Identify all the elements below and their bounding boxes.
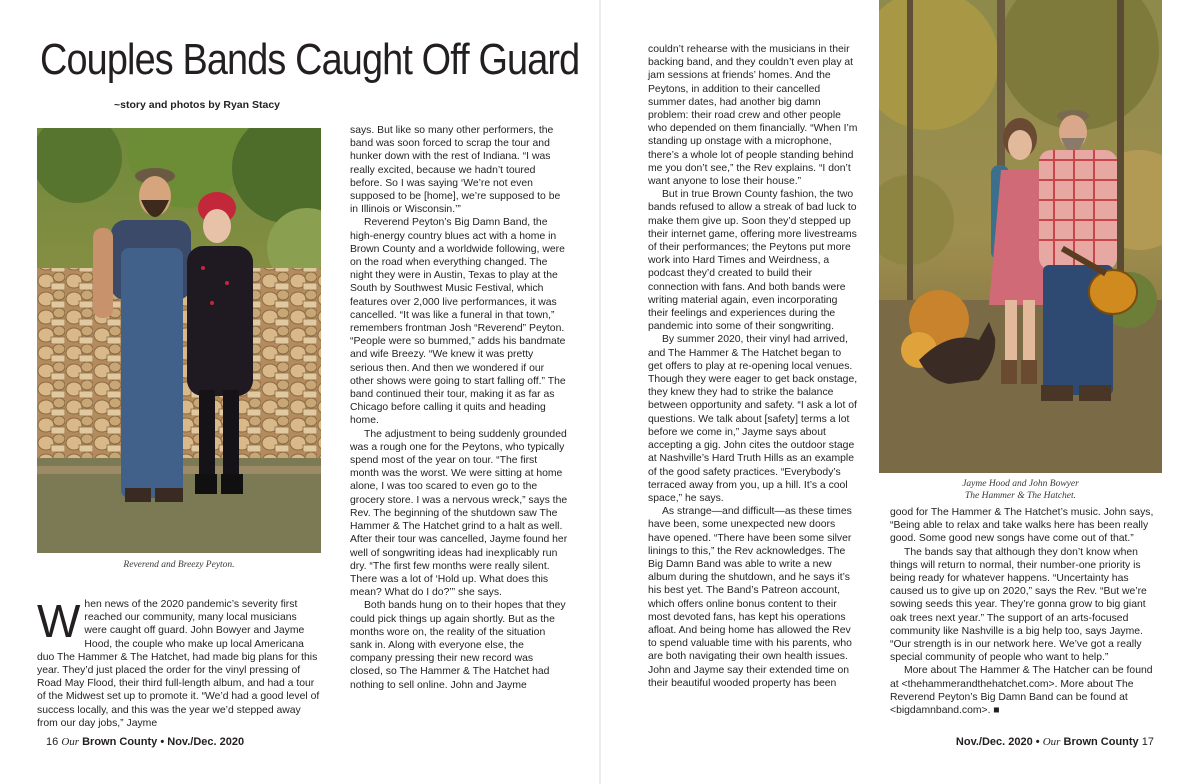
photo-peytons [37, 128, 321, 553]
photo-hammer-hatchet [879, 0, 1162, 473]
article-paragraph: When news of the 2020 pandemic’s severity first reached our community, many local musicians were caught off guard. John Bowyer and Jayme Hood, the couple who make up local Americana duo The Hammer & The Hatchet, had made big plans for this year. They’d just placed the order for the vinyl pressing of Road May Flood, their third full-length album, and had a tour of the Midwest set up to promote it. “We’d had a good level of success locally, and this was the year we’d stepped away from our day jobs,” Jayme [37, 595, 320, 729]
drop-cap: W [37, 595, 81, 647]
photo-caption-hammer-hatchet [879, 479, 1162, 503]
article-title: Couples Bands Caught Off Guard [40, 35, 580, 84]
brand-logo-text: Our [1042, 736, 1061, 748]
footer-left [46, 736, 244, 748]
byline: ~story and photos by Ryan Stacy [114, 99, 281, 111]
article-paragraph: couldn’t rehearse with the musicians in their backing band, and they couldn’t even play at jam sessions at friends’ homes. And the Peytons, in addition to their cancelled summer dates, had another big damn problem: their road crew and other people who depended on them financially. “When I’m standing up onstage with a microphone, there’s a whole lot of people standing behind me you don’t see,” the Rev explains. “I don’t want anyone to lose their house.” [648, 44, 858, 188]
photo-caption-peytons: Reverend and Breezy Peyton. [123, 560, 235, 570]
article-column-4 [890, 506, 1162, 717]
page-number-left: 16 [46, 736, 59, 748]
article-paragraph: says. But like so many other performers, the band was soon forced to scrap the tour and hunker down with the rest of Indiana. “I was really excited, because we hadn’t toured before. So I was saying ‘We’re not even supposed to be [home], we’re supposed to be in Illinois or Wisconsin.’” [350, 125, 561, 216]
article-paragraph: Both bands hung on to their hopes that they could pick things up again shortly. But as the months wore on, the reality of the situation sank in. Along with everyone else, the company pressing their new record was closed, so The Hammer & The Hatchet had nothing to sell online. John and Jayme [350, 600, 566, 691]
article-paragraph: The adjustment to being suddenly grounded was a rough one for the Peytons, who typically spend most of the year on tour. “The first month was the worst. We were sitting at home alone, I was too scared to even go to the grocery store. I was a nervous wreck,” says the Rev. The beginning of the shutdown saw The Hammer & The Hatchet grind to a halt as well. After their tour was cancelled, Jayme found her well of songwriting ideas had inexplicably run dry. “The first few months were really silent. There was a lot of ‘Hold up. What does this mean? What do I do?’” she says. [350, 428, 568, 599]
article-paragraph: Reverend Peyton’s Big Damn Band, the high-energy country blues act with a home in Brown County and a worldwide following, were on the road when everything changed. The night they were in Austin, Texas to play at the South by Southwest Music Festival, which features over 2,000 live performances, it was cancelled. “It was like a funeral in that town,” remembers frontman Josh “Reverend” Peyton. “People were so bummed,” adds his bandmate and wife Breezy. “We knew it was pretty serious then. And then we wondered if our other shows were going to start falling off.” The band continued their tour, making it as far as Chicago before calling it quits and heading home. [350, 217, 566, 427]
publication-name: Brown County [1063, 736, 1139, 748]
article-paragraph: More about The Hammer & The Hatcher can be found at <thehammerandthehatchet.com>. More about The Reverend Peyton’s Big Damn Band can be found at <bigdamnband.com>. ■ [890, 665, 1153, 717]
article-paragraph: The bands say that although they don’t know when things will return to normal, their number-one priority is being ready for whatever happens. “Uncertainty has caused us to give up on 2020,” says the Rev. “But we’re sowing seeds this year. They’re gonna grow to big giant oak trees next year.” The support of an arts-focused community like Nashville is a big help too, says Jayme. “Our strength is in our network here. We’ve got a really special community of people who want to help.” [890, 546, 1147, 664]
issue-date-right: Nov./Dec. 2020 • [955, 736, 1040, 748]
page-number-right: 17 [1141, 736, 1154, 748]
article-column-1 [37, 595, 322, 730]
footer-right [956, 736, 1154, 748]
page-gutter [599, 0, 601, 784]
article-column-2 [350, 124, 568, 692]
article-column-3 [648, 43, 858, 690]
publication-name: Brown County [82, 736, 158, 748]
issue-date-left: • Nov./Dec. 2020 [160, 736, 245, 748]
caption-line: The Hammer & The Hatchet. [964, 490, 1077, 501]
article-paragraph: As strange—and difficult—as these times have been, some unexpected new doors have opened. “There have been some silver linings to this,” the Rev acknowledges. The Big Damn Band was able to write a new album during the shutdown, and he says it’s his best yet. The Band’s Patreon account, which offers online bonus content to their most devoted fans, has kept his operations afloat. And being home has allowed the Rev to spend valuable time with his parents, who are both navigating their own health issues. John and Jayme say their extended time on their beautiful wooded property has been [648, 506, 852, 689]
caption-line: Jayme Hood and John Bowyer [962, 479, 1079, 489]
article-paragraph: By summer 2020, their vinyl had arrived, and The Hammer & The Hatchet began to get offers to play at re-opening local venues. Though they were eager to get back onstage, they knew they had to strike the balance between opportunity and safety. “I ask a lot of questions. We talk about [safety] terms a lot before we come in,” Jayme says about accepting a gig. John cites the outdoor stage at Nashville’s Hard Truth Hills as an example of the good safety practices. “Everybody’s terraced away from you, up a hill. It’s a cool space,” he says. [648, 334, 858, 504]
article-paragraph: good for The Hammer & The Hatchet’s music. John says, “Being able to relax and take walks here has been really good. Some good new songs have come out of that.” [890, 507, 1154, 545]
brand-logo-text: Our [61, 736, 80, 748]
article-paragraph: But in true Brown County fashion, the two bands refused to allow a streak of bad luck to make them give up. Soon they’d stepped up their internet game, offering more livestreams of their performances; the Peytons put more work into Hard Times and Weirdness, a podcast they’d created to build their connection with fans. And both bands were writing material again, even incorporating their feelings and experiences during the pandemic into some of their songwriting. [648, 189, 857, 333]
